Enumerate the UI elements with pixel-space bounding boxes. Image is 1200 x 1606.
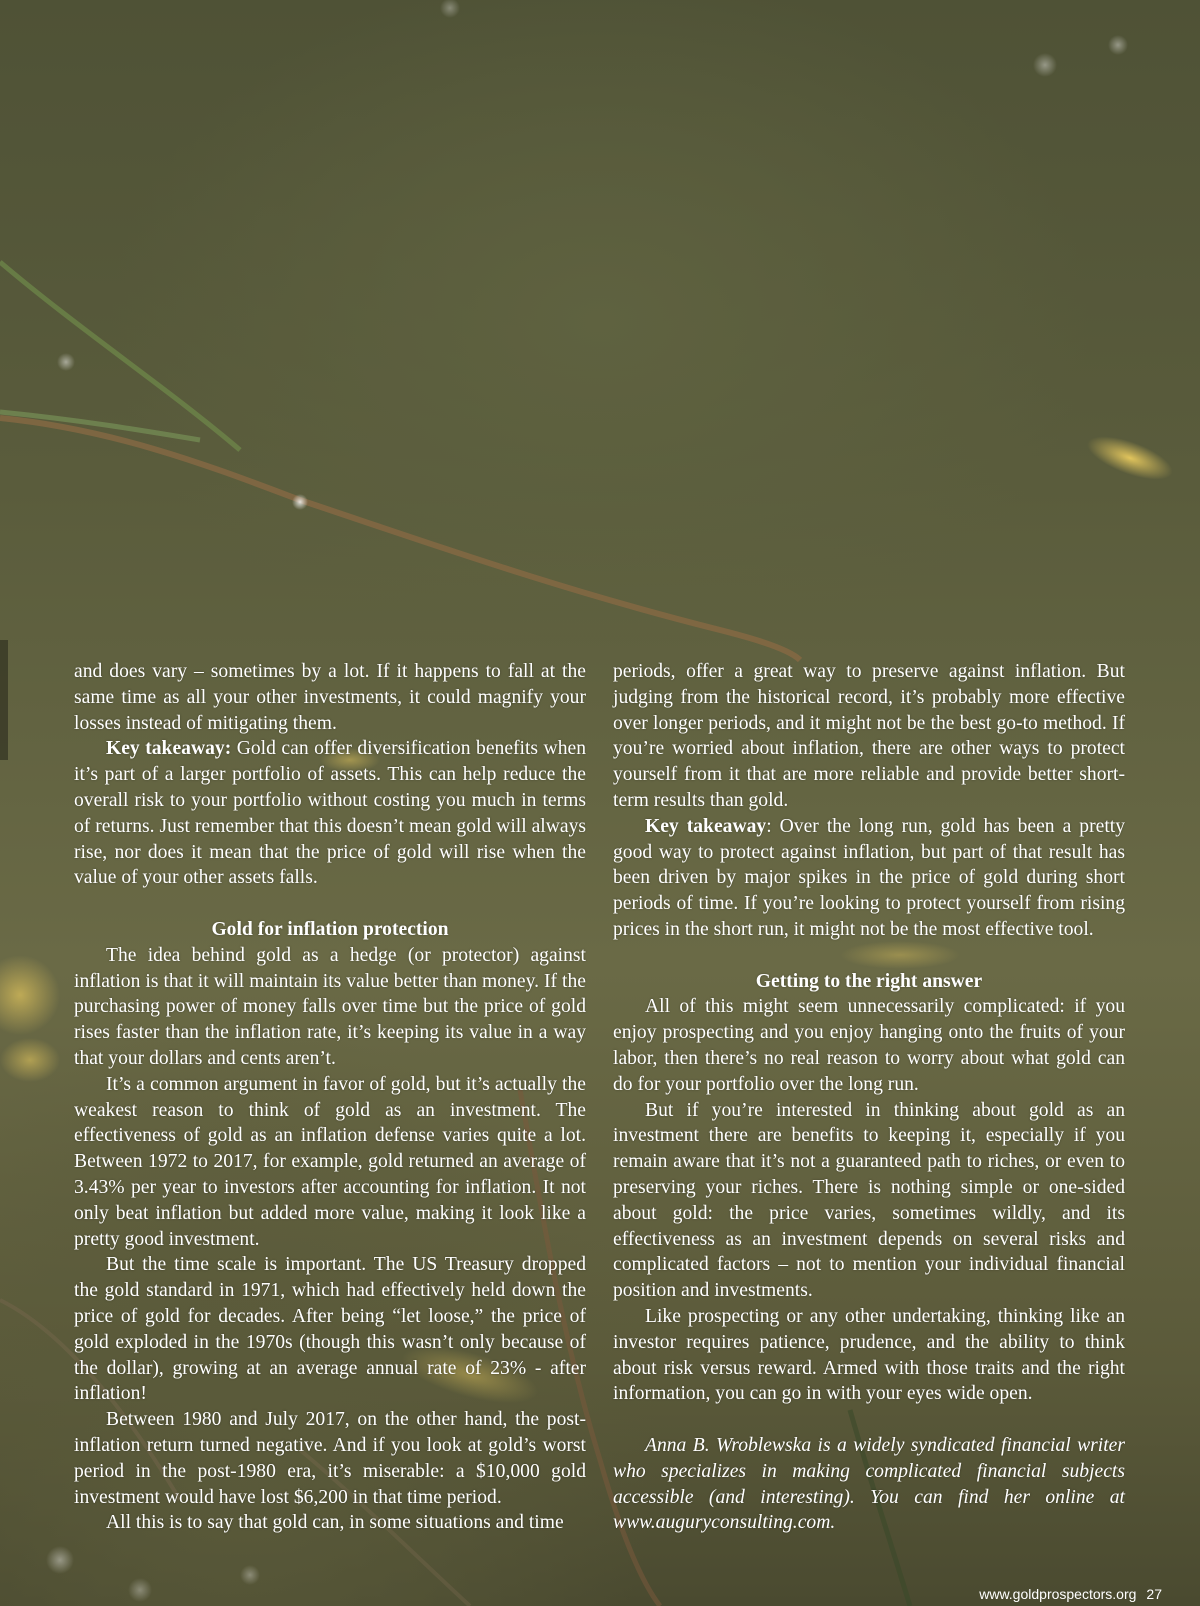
- key-takeaway-paragraph: [613, 814, 1125, 943]
- water-sparkle: [440, 0, 460, 18]
- paragraph: and does vary – sometimes by a lot. If it happens to fall at the same time as all your other investments, it could magnify your losses instead of mitigating them.: [74, 661, 586, 734]
- key-takeaway-label: Key takeaway:: [106, 738, 232, 760]
- spacer: [613, 943, 1125, 969]
- water-sparkle: [292, 494, 308, 510]
- paragraph: Like prospecting or any other undertaking, thinking like an investor requires patience, prudence, and the ability to think about risk versus reward. Armed with those traits and the right information, you can go in with your eyes wide open.: [613, 1305, 1125, 1405]
- key-takeaway-label: Key takeaway: [645, 815, 767, 837]
- paragraph: But if you’re interested in thinking about gold as an investment there are benefits to keeping it, especially if you remain aware that it’s not a guaranteed path to riches, or even to preserving your riches. There is nothing simple or one-sided about gold: the price varies, sometimes wildly, and its effectiveness as an investment depends on several risks and complicated factors – not to mention your individual financial position and investments.: [613, 1099, 1125, 1302]
- paragraph: It’s a common argument in favor of gold, but it’s actually the weakest reason to think of gold as an investment. The effectiveness of gold as an inflation defense varies quite a lot. Between 1972 to 2017, for example, gold returned an average of 3.43% per year to investors after accounting for inflation. It not only beat inflation but added more value, making it look like a pretty good investment.: [74, 1073, 586, 1250]
- author-bio: Anna B. Wroblewska is a widely syndicated financial writer who specializes in making complicated financial subjects accessible (and interesting). You can find her online at www.auguryconsulting.com.: [613, 1434, 1125, 1534]
- paragraph: All this is to say that gold can, in some situations and time: [106, 1512, 564, 1534]
- water-sparkle: [128, 1578, 152, 1602]
- page-number: 27: [1146, 1586, 1162, 1602]
- yellow-blossom: [1082, 428, 1178, 489]
- page-footer: [979, 1586, 1162, 1602]
- key-takeaway-text: Gold can offer diversification benefits when it’s part of a larger portfolio of assets. This can help reduce the overall risk to your portfolio without costing you much in terms of returns. Just remember that this doesn’t mean gold will always rise, nor does it mean that the price of gold will rise when the value of your other assets falls.: [74, 738, 586, 889]
- yellow-blossom: [0, 955, 60, 1035]
- water-sparkle: [57, 353, 75, 371]
- section-heading: Gold for inflation protection: [211, 918, 449, 940]
- yellow-blossom: [0, 1038, 60, 1082]
- dark-edge: [0, 640, 8, 760]
- section-heading: Getting to the right answer: [755, 970, 983, 992]
- paragraph: All of this might seem unnecessarily complicated: if you enjoy prospecting and you enjoy hanging onto the fruits of your labor, then there’s no real reason to worry about what gold can do for your portfolio over the long run.: [613, 996, 1125, 1095]
- key-takeaway-paragraph: [74, 736, 586, 891]
- water-sparkle: [46, 1546, 74, 1574]
- key-takeaway-text: : Over the long run, gold has been a pretty good way to protect against inflation, but part of that result has been driven by major spikes in the price of gold during short periods of time. If you’re looking to protect yourself from rising prices in the short run, it might not be the most effective tool.: [613, 815, 1125, 940]
- spacer: [74, 891, 586, 917]
- paragraph: But the time scale is important. The US Treasury dropped the gold standard in 1971, which had effectively held down the price of gold for decades. After being “let loose,” the price of gold exploded in the 1970s (though this wasn’t only because of the dollar), growing at an average annual rate of 23% - after inflation!: [74, 1254, 586, 1405]
- water-sparkle: [1033, 53, 1057, 77]
- reed-stem: [0, 418, 800, 660]
- left-column: [74, 659, 586, 1536]
- footer-website: www.goldprospectors.org: [979, 1586, 1137, 1602]
- paragraph: The idea behind gold as a hedge (or protector) against inflation is that it will maintain its value better than money. If the purchasing power of money falls over time but the price of gold rises faster than the inflation rate, it’s keeping its value in a way that your dollars and cents aren’t.: [74, 944, 586, 1069]
- water-sparkle: [240, 1565, 260, 1585]
- spacer: [613, 1407, 1125, 1433]
- water-sparkle: [1108, 35, 1128, 55]
- right-column: [613, 659, 1125, 1536]
- paragraph: Between 1980 and July 2017, on the other hand, the post-inflation return turned negative. And if you look at gold’s worst period in the post-1980 era, it’s miserable: a $10,000 gold investment would have lost $6,200 in that time period.: [74, 1409, 586, 1508]
- paragraph: periods, offer a great way to preserve against inflation. But judging from the historical record, it’s probably more effective over longer periods, and it might not be the best go-to method. If you’re worried about inflation, there are other ways to protect yourself from it that are more reliable and provide better short-term results than gold.: [613, 661, 1125, 811]
